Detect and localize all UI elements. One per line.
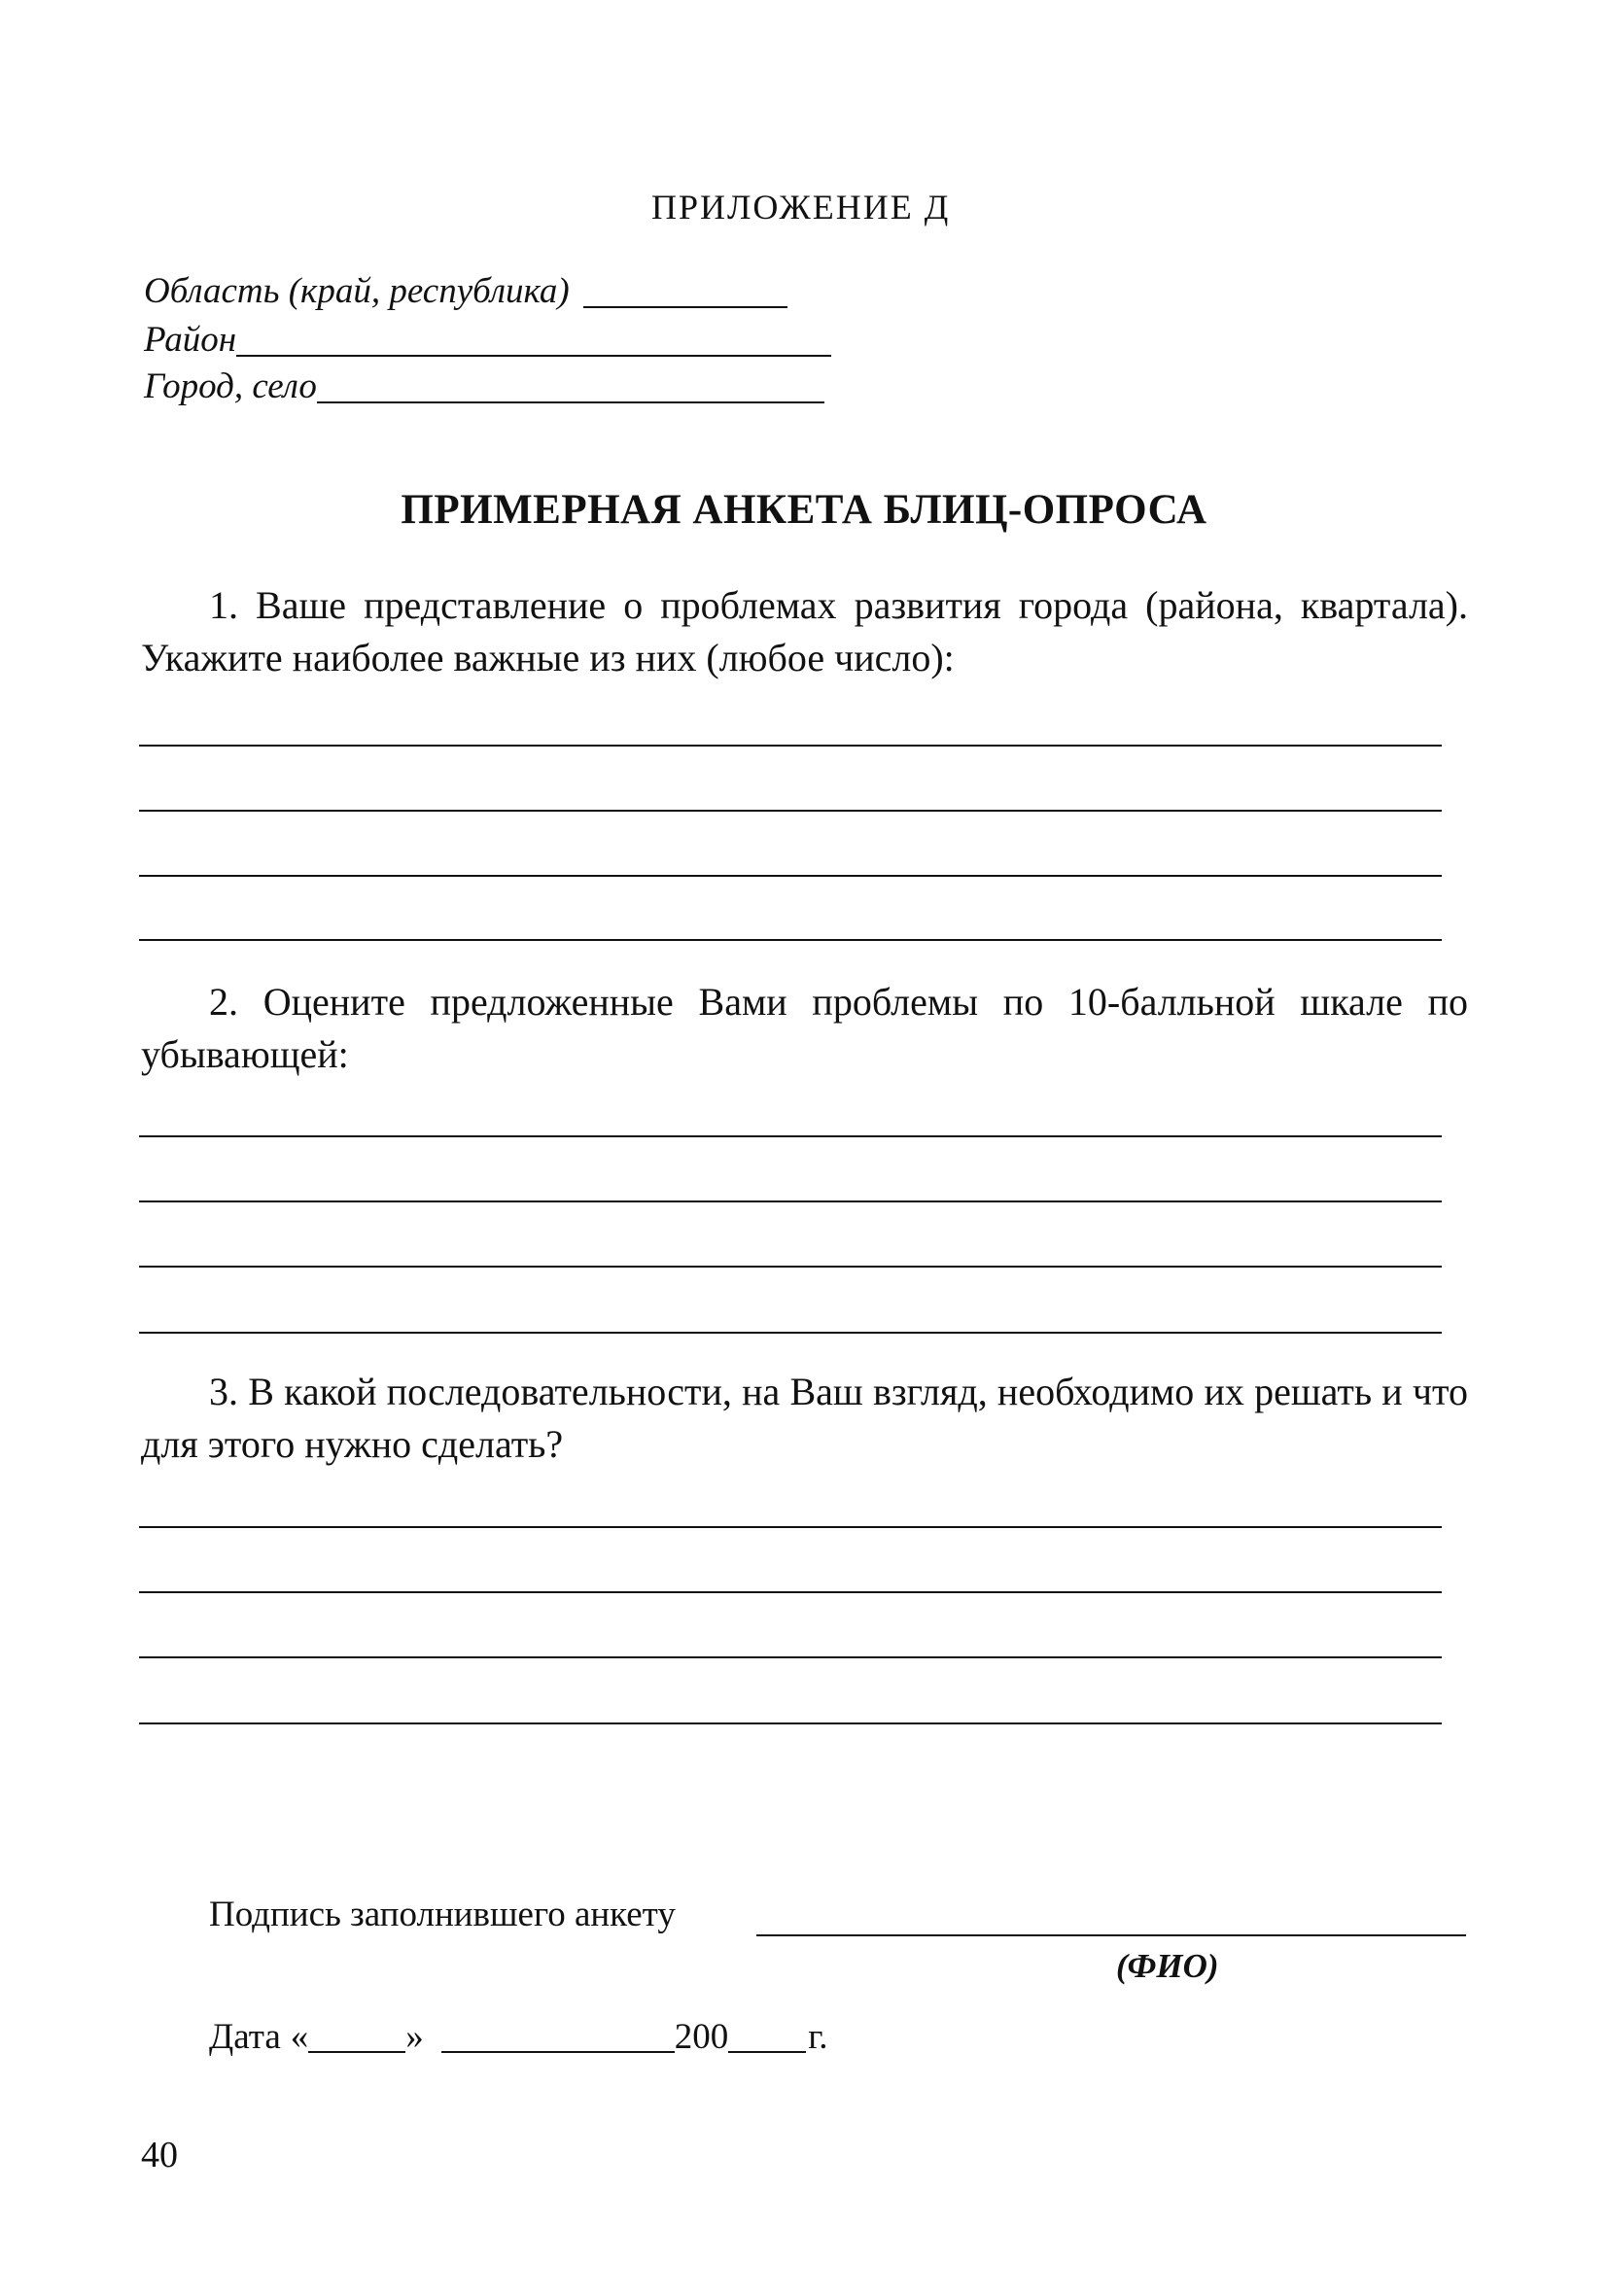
question-2-text: 2. Оцените предложенные Вами проблемы по 10-балльной шкале по убывающей: — [141, 980, 1468, 1076]
date-year-input-line[interactable] — [728, 2051, 806, 2053]
city-field — [144, 365, 824, 407]
date-day-input-line[interactable] — [308, 2051, 405, 2053]
question-3-answer-line[interactable] — [139, 1526, 1442, 1528]
date-field — [209, 2016, 828, 2058]
question-2-answer-line[interactable] — [139, 1200, 1442, 1202]
city-field-label: Город, село — [144, 366, 317, 406]
question-3-answer-line[interactable] — [139, 1591, 1442, 1593]
page-number: 40 — [141, 2135, 178, 2175]
date-year-prefix: 200 — [674, 2017, 729, 2057]
city-field-input-line[interactable] — [317, 401, 824, 403]
signature-input-line[interactable] — [756, 1934, 1466, 1936]
question-3-answer-line[interactable] — [139, 1722, 1442, 1724]
question-1-answer-line[interactable] — [139, 939, 1442, 941]
date-open-quote: « — [290, 2017, 309, 2057]
signature-caption: (ФИО) — [1116, 1947, 1219, 1985]
region-field-input-line[interactable] — [583, 306, 787, 308]
question-2-answer-line[interactable] — [139, 1332, 1442, 1334]
question-2-answer-line[interactable] — [139, 1135, 1442, 1137]
date-close-quote: » — [405, 2017, 424, 2057]
question-3-text: 3. В какой последовательности, на Ваш взгляд, необходимо их решать и что для этого нужно сделать? — [141, 1370, 1468, 1466]
date-label: Дата — [209, 2017, 281, 2057]
question-1-answer-line[interactable] — [139, 875, 1442, 877]
question-1-text: 1. Ваше представление о проблемах развития города (района, квартала). Укажите наиболее важные из них (любое число): — [141, 583, 1468, 679]
district-field-input-line[interactable] — [236, 355, 831, 357]
question-1-answer-line[interactable] — [139, 810, 1442, 812]
date-year-suffix: г. — [808, 2017, 828, 2057]
question-3-answer-line[interactable] — [139, 1656, 1442, 1658]
district-field — [144, 319, 831, 361]
region-field — [144, 270, 787, 312]
question-1-answer-line[interactable] — [139, 745, 1442, 747]
signature-label: Подпись заполнившего анкету — [209, 1895, 676, 1934]
district-field-label: Район — [144, 320, 237, 360]
region-field-label: Область (край, республика) — [144, 271, 570, 311]
date-month-input-line[interactable] — [441, 2051, 675, 2053]
appendix-label: ПРИЛОЖЕНИЕ Д — [651, 188, 951, 226]
question-2-answer-line[interactable] — [139, 1266, 1442, 1268]
page-title: ПРИМЕРНАЯ АНКЕТА БЛИЦ-ОПРОСА — [401, 487, 1207, 533]
